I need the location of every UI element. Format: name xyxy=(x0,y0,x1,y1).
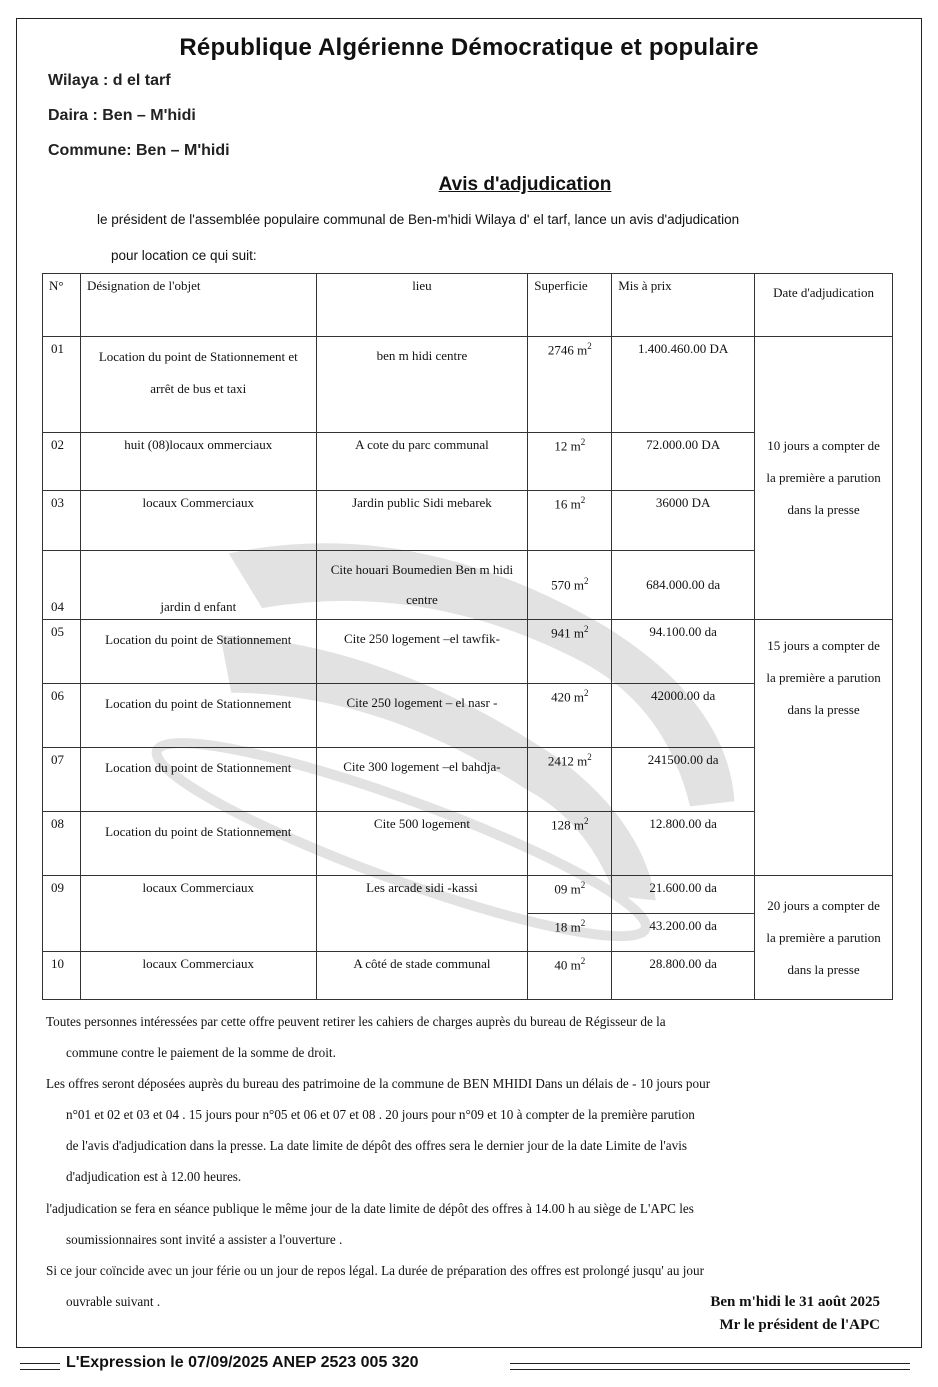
row-superficie: 09 $m^2$ xyxy=(528,876,612,914)
row-designation: Location du point de Stationnement xyxy=(80,620,316,684)
row-number: 03 xyxy=(43,491,81,551)
row-superficie: 941 $m^2$ xyxy=(528,620,612,684)
row-lieu: Cite houari Boumedien Ben m hidi centre xyxy=(316,551,528,620)
paragraph-line: Toutes personnes intéressées par cette offre peuvent retirer les cahiers de charges auprès du bureau de Régisseur de la xyxy=(46,1014,666,1029)
row-prix-2: 43.200.00 da xyxy=(612,914,755,952)
row-designation: Location du point de Stationnement xyxy=(80,684,316,748)
signature-title: Mr le président de l'APC xyxy=(719,1317,880,1333)
row-number: 02 xyxy=(43,433,81,491)
paragraph-line: n°01 et 02 et 03 et 04 . 15 jours pour n°05 et 06 et 07 et 08 . 20 jours pour n°09 et 10 à compter de la première parution xyxy=(66,1107,695,1122)
row-prix: 28.800.00 da xyxy=(612,952,755,1000)
row-number: 07 xyxy=(43,748,81,812)
row-number: 09 xyxy=(43,876,81,952)
row-superficie: 2412 $m^2$ xyxy=(528,748,612,812)
row-number: 04 xyxy=(43,551,81,620)
row-number: 05 xyxy=(43,620,81,684)
row-prix: 12.800.00 da xyxy=(612,812,755,876)
row-superficie: 16 $m^2$ xyxy=(528,491,612,551)
row-superficie-2: 18 $m^2$ xyxy=(528,914,612,952)
table-row xyxy=(43,876,893,914)
row-superficie: 2746 $m^2$ xyxy=(528,337,612,433)
wilaya-line: Wilaya : d el tarf xyxy=(48,72,171,89)
paragraph-line: Les offres seront déposées auprès du bureau des patrimoine de la commune de BEN MHIDI Dans un délais de - 10 jours pour xyxy=(46,1076,711,1091)
col-header-designation: Désignation de l'objet xyxy=(80,274,316,337)
signature-date: Ben m'hidi le 31 août 2025 xyxy=(710,1294,880,1310)
paragraph-line: d'adjudication est à 12.00 heures. xyxy=(66,1169,242,1184)
intro-line-2: pour location ce qui suit: xyxy=(111,248,257,263)
row-prix: 684.000.00 da xyxy=(612,551,755,620)
row-prix: 1.400.460.00 DA xyxy=(612,337,755,433)
paragraph-seance xyxy=(46,1193,906,1255)
date-cell-group-2: 15 jours a compter de la première a parution dans la presse xyxy=(755,620,893,876)
table-row xyxy=(43,620,893,684)
notice-title: Avis d'adjudication xyxy=(438,174,612,195)
row-designation: locaux Commerciaux xyxy=(80,952,316,1000)
row-superficie: 570 $m^2$ xyxy=(528,551,612,620)
paragraph-line: commune contre le paiement de la somme de droit. xyxy=(66,1045,336,1060)
row-designation: huit (08)locaux ommerciaux xyxy=(80,433,316,491)
row-prix: 72.000.00 DA xyxy=(612,433,755,491)
row-number: 08 xyxy=(43,812,81,876)
row-prix: 241500.00 da xyxy=(612,748,755,812)
row-designation: Location du point de Stationnement xyxy=(80,812,316,876)
row-lieu: Cite 250 logement – el nasr - xyxy=(316,684,528,748)
row-number: 06 xyxy=(43,684,81,748)
row-superficie: 128 $m^2$ xyxy=(528,812,612,876)
publication-footer xyxy=(20,1353,920,1377)
row-lieu: Cite 500 logement xyxy=(316,812,528,876)
row-prix: 21.600.00 da xyxy=(612,876,755,914)
col-header-superficie: Superficie xyxy=(528,274,612,337)
paragraph-line: soumissionnaires sont invité a assister a l'ouverture . xyxy=(66,1232,343,1247)
intro-line-1: le président de l'assemblée populaire communal de Ben-m'hidi Wilaya d' el tarf, lance un avis d'adjudication xyxy=(97,212,740,227)
row-lieu: A cote du parc communal xyxy=(316,433,528,491)
paragraph-offres xyxy=(46,1068,906,1192)
adjudication-table xyxy=(42,273,893,1000)
table-row xyxy=(43,337,893,433)
daira-line: Daira : Ben – M'hidi xyxy=(48,107,196,124)
paragraph-line: ouvrable suivant . xyxy=(66,1294,161,1309)
row-designation: jardin d enfant xyxy=(80,551,316,620)
row-designation: locaux Commerciaux xyxy=(80,876,316,952)
footer-rule-right xyxy=(510,1363,910,1370)
col-header-number: N° xyxy=(43,274,81,337)
paragraph-line: Si ce jour coïncide avec un jour férie ou un jour de repos légal. La durée de préparation des offres est prolongé jusqu' au jour xyxy=(46,1263,704,1278)
paragraph-cahiers xyxy=(46,1006,906,1068)
date-cell-group-1: 10 jours a compter de la première a parution dans la presse xyxy=(755,337,893,620)
footer-rule-left xyxy=(20,1363,60,1370)
table-header-row xyxy=(43,274,893,337)
paragraph-line: de l'avis d'adjudication dans la presse. La date limite de dépôt des offres sera le dernier jour de la date Limite de l'avis xyxy=(66,1138,687,1153)
row-number: 10 xyxy=(43,952,81,1000)
row-lieu: ben m hidi centre xyxy=(316,337,528,433)
row-lieu: Cite 250 logement –el tawfik- xyxy=(316,620,528,684)
row-designation: locaux Commerciaux xyxy=(80,491,316,551)
row-prix: 42000.00 da xyxy=(612,684,755,748)
row-prix: 36000 DA xyxy=(612,491,755,551)
date-cell-group-3: 20 jours a compter de la première a parution dans la presse xyxy=(755,876,893,1000)
row-lieu: A côté de stade communal xyxy=(316,952,528,1000)
row-superficie: 12 $m^2$ xyxy=(528,433,612,491)
row-superficie: 40 $m^2$ xyxy=(528,952,612,1000)
col-header-prix: Mis à prix xyxy=(612,274,755,337)
row-prix: 94.100.00 da xyxy=(612,620,755,684)
row-designation: Location du point de Stationnement et arrêt de bus et taxi xyxy=(80,337,316,433)
republic-title: République Algérienne Démocratique et populaire xyxy=(179,34,759,61)
row-superficie: 420 $m^2$ xyxy=(528,684,612,748)
row-number: 01 xyxy=(43,337,81,433)
footer-text: L'Expression le 07/09/2025 ANEP 2523 005 320 xyxy=(60,1354,424,1372)
col-header-date: Date d'adjudication xyxy=(755,274,893,337)
row-lieu: Les arcade sidi -kassi xyxy=(316,876,528,952)
row-designation: Location du point de Stationnement xyxy=(80,748,316,812)
row-lieu: Jardin public Sidi mebarek xyxy=(316,491,528,551)
paragraph-line: l'adjudication se fera en séance publique le même jour de la date limite de dépôt des offres à 14.00 h au siège de L'APC les xyxy=(46,1201,694,1216)
col-header-lieu: lieu xyxy=(316,274,528,337)
commune-line: Commune: Ben – M'hidi xyxy=(48,142,230,159)
row-lieu: Cite 300 logement –el bahdja- xyxy=(316,748,528,812)
